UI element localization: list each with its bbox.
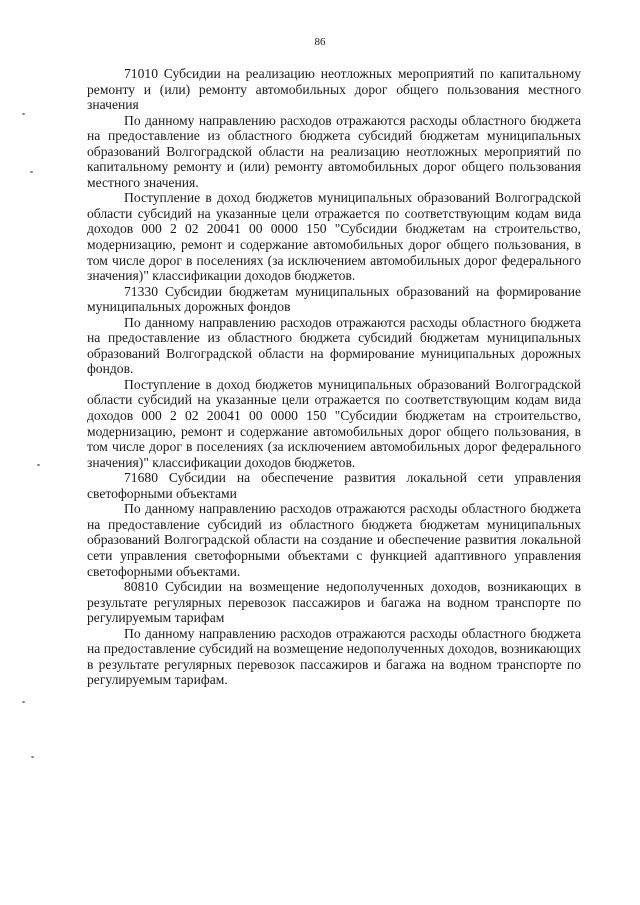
section-heading-80810: 80810 Субсидии на возмещение недополученных доходов, возникающих в результате регулярных перевозок пассажиров и багажа на водном транспорте по регулируемым тарифам bbox=[87, 579, 581, 626]
scan-speck bbox=[31, 756, 34, 758]
scan-speck bbox=[22, 701, 25, 703]
section-heading-71680: 71680 Субсидии на обеспечение развития локальной сети управления светофорными объектами bbox=[87, 470, 581, 501]
scan-speck bbox=[37, 464, 40, 466]
document-body bbox=[87, 66, 581, 688]
section-heading-71010: 71010 Субсидии на реализацию неотложных мероприятий по капитальному ремонту и (или) ремонту автомобильных дорог общего пользования местного значения bbox=[87, 66, 581, 113]
paragraph-71330-expenses: По данному направлению расходов отражаются расходы областного бюджета на предоставление из областного бюджета субсидий бюджетам муниципальных образований Волгоградской области на формирование муниципальных дорожных фондов. bbox=[87, 314, 581, 377]
paragraph-71010-revenue: Поступление в доход бюджетов муниципальных образований Волгоградской области субсидий на указанные цели отражается по соответствующим кодам вида доходов 000 2 02 20041 00 0000 150 "Субсидии бюджетам на строительство, модернизацию, ремонт и содержание автомобильных дорог общего пользования, в том числе дорог в поселениях (за исключением автомобильных дорог федерального значения)" классификации доходов бюджетов. bbox=[87, 190, 581, 284]
paragraph-71330-revenue: Поступление в доход бюджетов муниципальных образований Волгоградской области субсидий на указанные цели отражается по соответствующим кодам вида доходов 000 2 02 20041 00 0000 150 "Субсидии бюджетам на строительство, модернизацию, ремонт и содержание автомобильных дорог общего пользования, в том числе дорог в поселениях (за исключением автомобильных дорог федерального значения)" классификации доходов бюджетов. bbox=[87, 376, 581, 470]
page-number: 86 bbox=[314, 36, 326, 48]
paragraph-71010-expenses: По данному направлению расходов отражаются расходы областного бюджета на предоставление из областного бюджета субсидий бюджетам муниципальных образований Волгоградской области на реализацию неотложных мероприятий по капитальному ремонту и (или) ремонту автомобильных дорог общего пользования местного значения. bbox=[87, 112, 581, 190]
scan-speck bbox=[30, 171, 33, 173]
scan-speck bbox=[22, 113, 25, 115]
paragraph-71680-expenses: По данному направлению расходов отражаются расходы областного бюджета на предоставление субсидий из областного бюджета бюджетам муниципальных образований Волгоградской области на создание и обеспечение развития локальной сети управления светофорными объектами с функцией адаптивного управления светофорными объектами. bbox=[87, 501, 581, 579]
section-heading-71330: 71330 Субсидии бюджетам муниципальных образований на формирование муниципальных дорожных фондов bbox=[87, 283, 581, 315]
paragraph-80810-expenses: По данному направлению расходов отражаются расходы областного бюджета на предоставление субсидий на возмещение недополученных доходов, возникающих в результате регулярных перевозок пассажиров и багажа на водном транспорте по регулируемым тарифам. bbox=[87, 625, 581, 688]
